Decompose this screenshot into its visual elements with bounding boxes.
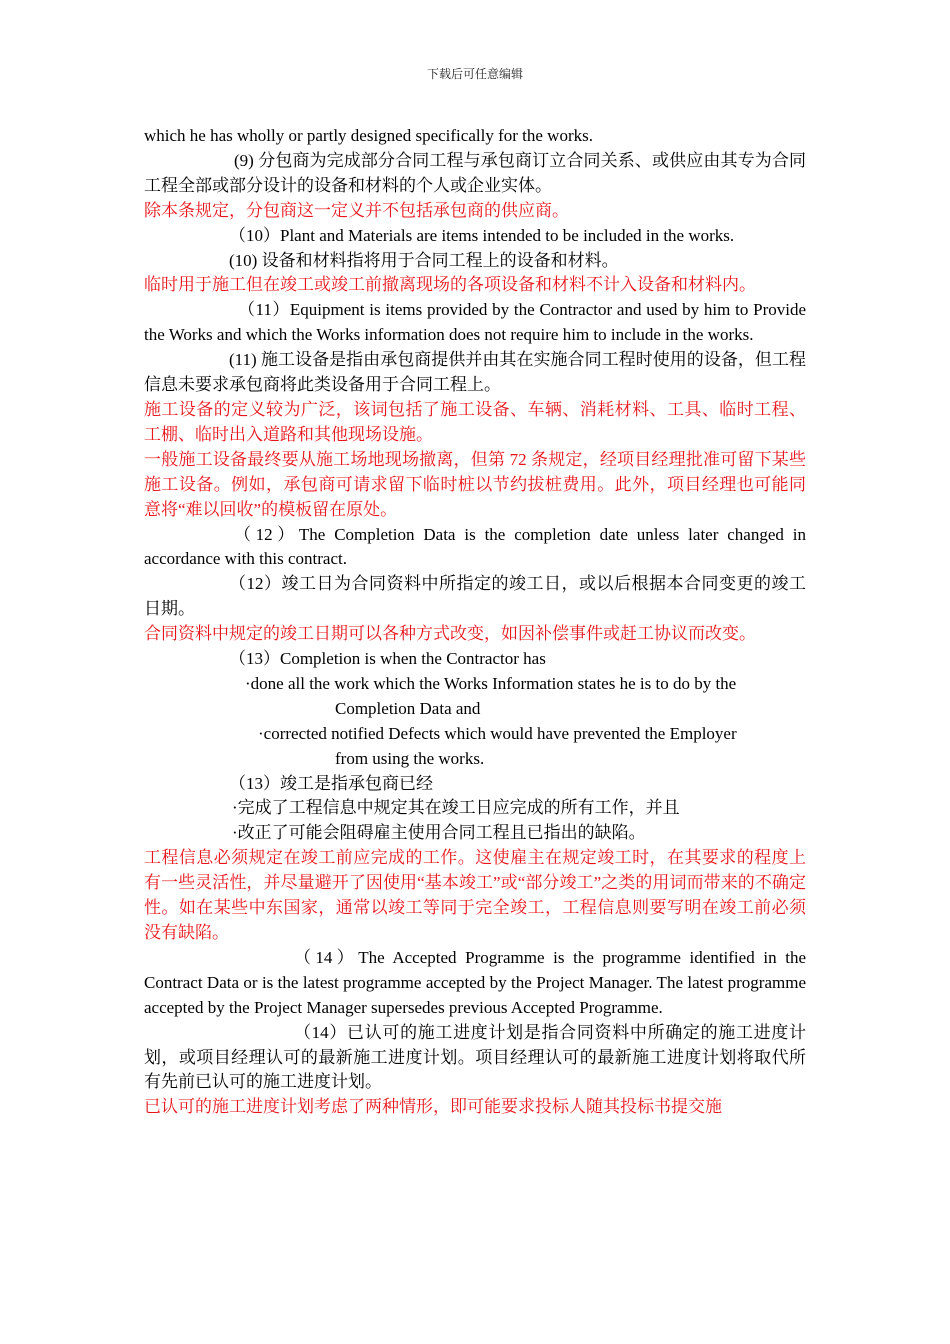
commentary-clause-11-a: 施工设备的定义较为广泛，该词包括了施工设备、车辆、消耗材料、工具、临时工程、工棚、临时出入道路和其他现场设施。 (144, 399, 806, 444)
commentary-clause-11-b: 一般施工设备最终要从施工场地现场撤离，但第 72 条规定，经项目经理批准可留下某些施工设备。例如，承包商可请求留下临时桩以节约拔桩费用。此外，项目经理也可能同意将“难以回收”的模板留在原处。 (144, 449, 806, 519)
bullet-en-clause-13-a-cont: Completion Data and (335, 698, 481, 718)
paragraph-cn-clause-9: (9) 分包商为完成部分合同工程与承包商订立合同关系、或供应由其专为合同工程全部或部分设计的设备和材料的个人或企业实体。 (144, 150, 806, 195)
paragraph-en-clause-13: （13）Completion is when the Contractor has (229, 649, 546, 669)
commentary-clause-14: 已认可的施工进度计划考虑了两种情形，即可能要求投标人随其投标书提交施 (144, 1097, 722, 1117)
paragraph-en-continuation: which he has wholly or partly designed specifically for the works. (144, 126, 593, 145)
bullet-en-clause-13-a: ·done all the work which the Works Information states he is to do by the (245, 673, 737, 693)
commentary-clause-10: 临时用于施工但在竣工或竣工前撤离现场的各项设备和材料不计入设备和材料内。 (144, 275, 756, 295)
paragraph-cn-clause-11: (11) 施工设备是指由承包商提供并由其在实施合同工程时使用的设备，但工程信息未要求承包商将此类设备用于合同工程上。 (144, 350, 806, 395)
paragraph-en-clause-11: （11）Equipment is items provided by the Contractor and used by him to Provide the Works and which the Works information does not require him to include in the works. (144, 300, 806, 345)
commentary-clause-13: 工程信息必须规定在竣工前应完成的工作。这使雇主在规定竣工时，在其要求的程度上有一些灵活性，并尽量避开了因使用“基本竣工”或“部分竣工”之类的用词而带来的不确定性。如在某些中东国家，通常以竣工等同于完全竣工，工程信息则要写明在竣工前必须没有缺陷。 (144, 848, 806, 942)
commentary-clause-9: 除本条规定，分包商这一定义并不包括承包商的供应商。 (144, 200, 569, 220)
bullet-cn-clause-13-b: ·改正了可能会阻碍雇主使用合同工程且已指出的缺陷。 (232, 823, 646, 843)
bullet-cn-clause-13-a: ·完成了工程信息中规定其在竣工日应完成的所有工作，并且 (232, 798, 680, 818)
paragraph-cn-clause-13: （13）竣工是指承包商已经 (229, 773, 433, 793)
paragraph-en-clause-14: （14）The Accepted Programme is the programme identified in the Contract Data or is the latest programme accepted by the Project Manager. The latest programme accepted by the Project Manager supersedes previous Accepted Programme. (144, 947, 806, 1017)
bullet-en-clause-13-b: ·corrected notified Defects which would have prevented the Employer (258, 723, 737, 743)
paragraph-cn-clause-12: （12）竣工日为合同资料中所指定的竣工日，或以后根据本合同变更的竣工日期。 (144, 574, 806, 619)
paragraph-cn-clause-10: (10) 设备和材料指将用于合同工程上的设备和材料。 (229, 250, 619, 270)
paragraph-en-clause-12: （12）The Completion Data is the completion date unless later changed in accordance with this contract. (144, 524, 806, 569)
document-body (144, 124, 806, 1120)
page-header: 下载后可任意编辑 (426, 67, 523, 81)
paragraph-cn-clause-14: （14）已认可的施工进度计划是指合同资料中所确定的施工进度计划，或项目经理认可的最新施工进度计划。项目经理认可的最新施工进度计划将取代所有先前已认可的施工进度计划。 (144, 1022, 806, 1092)
bullet-en-clause-13-b-cont: from using the works. (335, 748, 485, 768)
paragraph-en-clause-10: （10）Plant and Materials are items intended to be included in the works. (229, 225, 735, 245)
commentary-clause-12: 合同资料中规定的竣工日期可以各种方式改变，如因补偿事件或赶工协议而改变。 (144, 624, 756, 644)
